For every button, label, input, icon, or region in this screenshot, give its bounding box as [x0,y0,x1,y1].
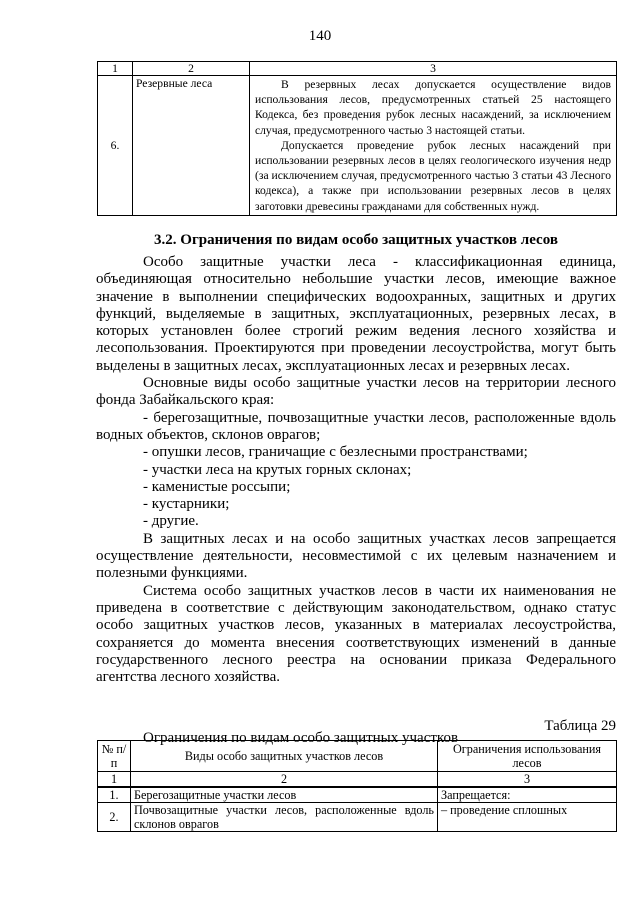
col-number-2: 2 [133,62,250,76]
table-header-row [98,741,617,772]
forest-category: Резервные леса [133,76,250,216]
list-item: - кустарники; [143,496,230,513]
row-number: 2. [98,803,131,832]
table-row [98,803,617,832]
area-type: Почвозащитные участки лесов, расположенные вдоль склонов оврагов [131,803,438,832]
header-number: № п/п [98,741,131,772]
restriction: Запрещается: [438,787,617,803]
section-heading: 3.2. Ограничения по видам особо защитных участков лесов [154,232,558,248]
list-item: - берегозащитные, почвозащитные участки лесов, расположенные вдоль водных объектов, склонов оврагов; [96,409,616,443]
restriction-text [250,76,617,216]
list-item: - опушки лесов, граничащие с безлесными пространствами; [143,444,528,461]
area-type: Берегозащитные участки лесов [131,787,438,803]
restriction-paragraph: Допускается проведение рубок лесных насаждений при использовании резервных лесов в целях геологического изучения недр (за исключением случая, предусмотренного частью 3 статьи 43 Лесного кодекса), а также при использовании резервных лесов в целях заготовки древесины гражданами для собственных нужд. [255,138,611,213]
header-area-type: Виды особо защитных участков лесов [131,741,438,772]
paragraph: Особо защитные участки леса - классификационная единица, объединяющая относительно небольшие участки лесов, имеющие важное значение в выполнении специфических водоохранных, защитных и других функций, выделяемые в защитных, эксплуатационных, резервных лесах, в которых установлен более строгий режим ведения лесного хозяйства и лесопользования. Проектируются при проведении лесоустройства, могут быть выделены в защитных лесах, эксплуатационных лесах и резервных лесах. [96,254,616,374]
list-item: - другие. [143,513,199,530]
col-number-3: 3 [250,62,617,76]
restrictions-table [97,740,617,832]
row-number: 1. [98,787,131,803]
list-item: - участки леса на крутых горных склонах; [143,461,412,478]
section-body [96,254,616,686]
col-number-1: 1 [98,772,131,788]
header-restrictions: Ограничения использования лесов [438,741,617,772]
col-number-1: 1 [98,62,133,76]
restriction-paragraph: В резервных лесах допускается осуществление видов использования лесов, предусмотренных статьей 25 настоящего Кодекса, без проведения рубок лесных насаждений, за исключением случая, предусмотренного частью 3 настоящей статьи. [255,78,611,137]
table-label: Таблица 29 [544,718,616,734]
paragraph: В защитных лесах и на особо защитных участках лесов запрещается осуществление деятельности, несовместимой с их целевым назначением и полезными функциями. [96,530,616,582]
paragraph: Основные виды особо защитные участки лесов на территории лесного фонда Забайкальского края: [96,375,616,409]
list-item: - каменистые россыпи; [143,478,291,495]
table-row [98,76,617,216]
row-number: 6. [98,76,133,216]
col-number-2: 2 [131,772,438,788]
table-caption: Ограничения по видам особо защитных участков [143,730,459,746]
top-table-column-numbers [98,62,617,76]
page-number: 140 [308,28,332,44]
paragraph: Система особо защитных участков лесов в части их наименования не приведена в соответствие с действующим законодательством, однако статус особо защитных участков лесов, указанных в материалах лесоустройства, сохраняется до момента внесения соответствующих изменений в данные государственного лесного реестра на основании приказа Федерального агентства лесного хозяйства. [96,582,616,686]
col-number-3: 3 [438,772,617,788]
table-column-numbers [98,772,617,788]
top-table [97,61,617,216]
restriction: – проведение сплошных [438,803,617,832]
table-row [98,787,617,803]
